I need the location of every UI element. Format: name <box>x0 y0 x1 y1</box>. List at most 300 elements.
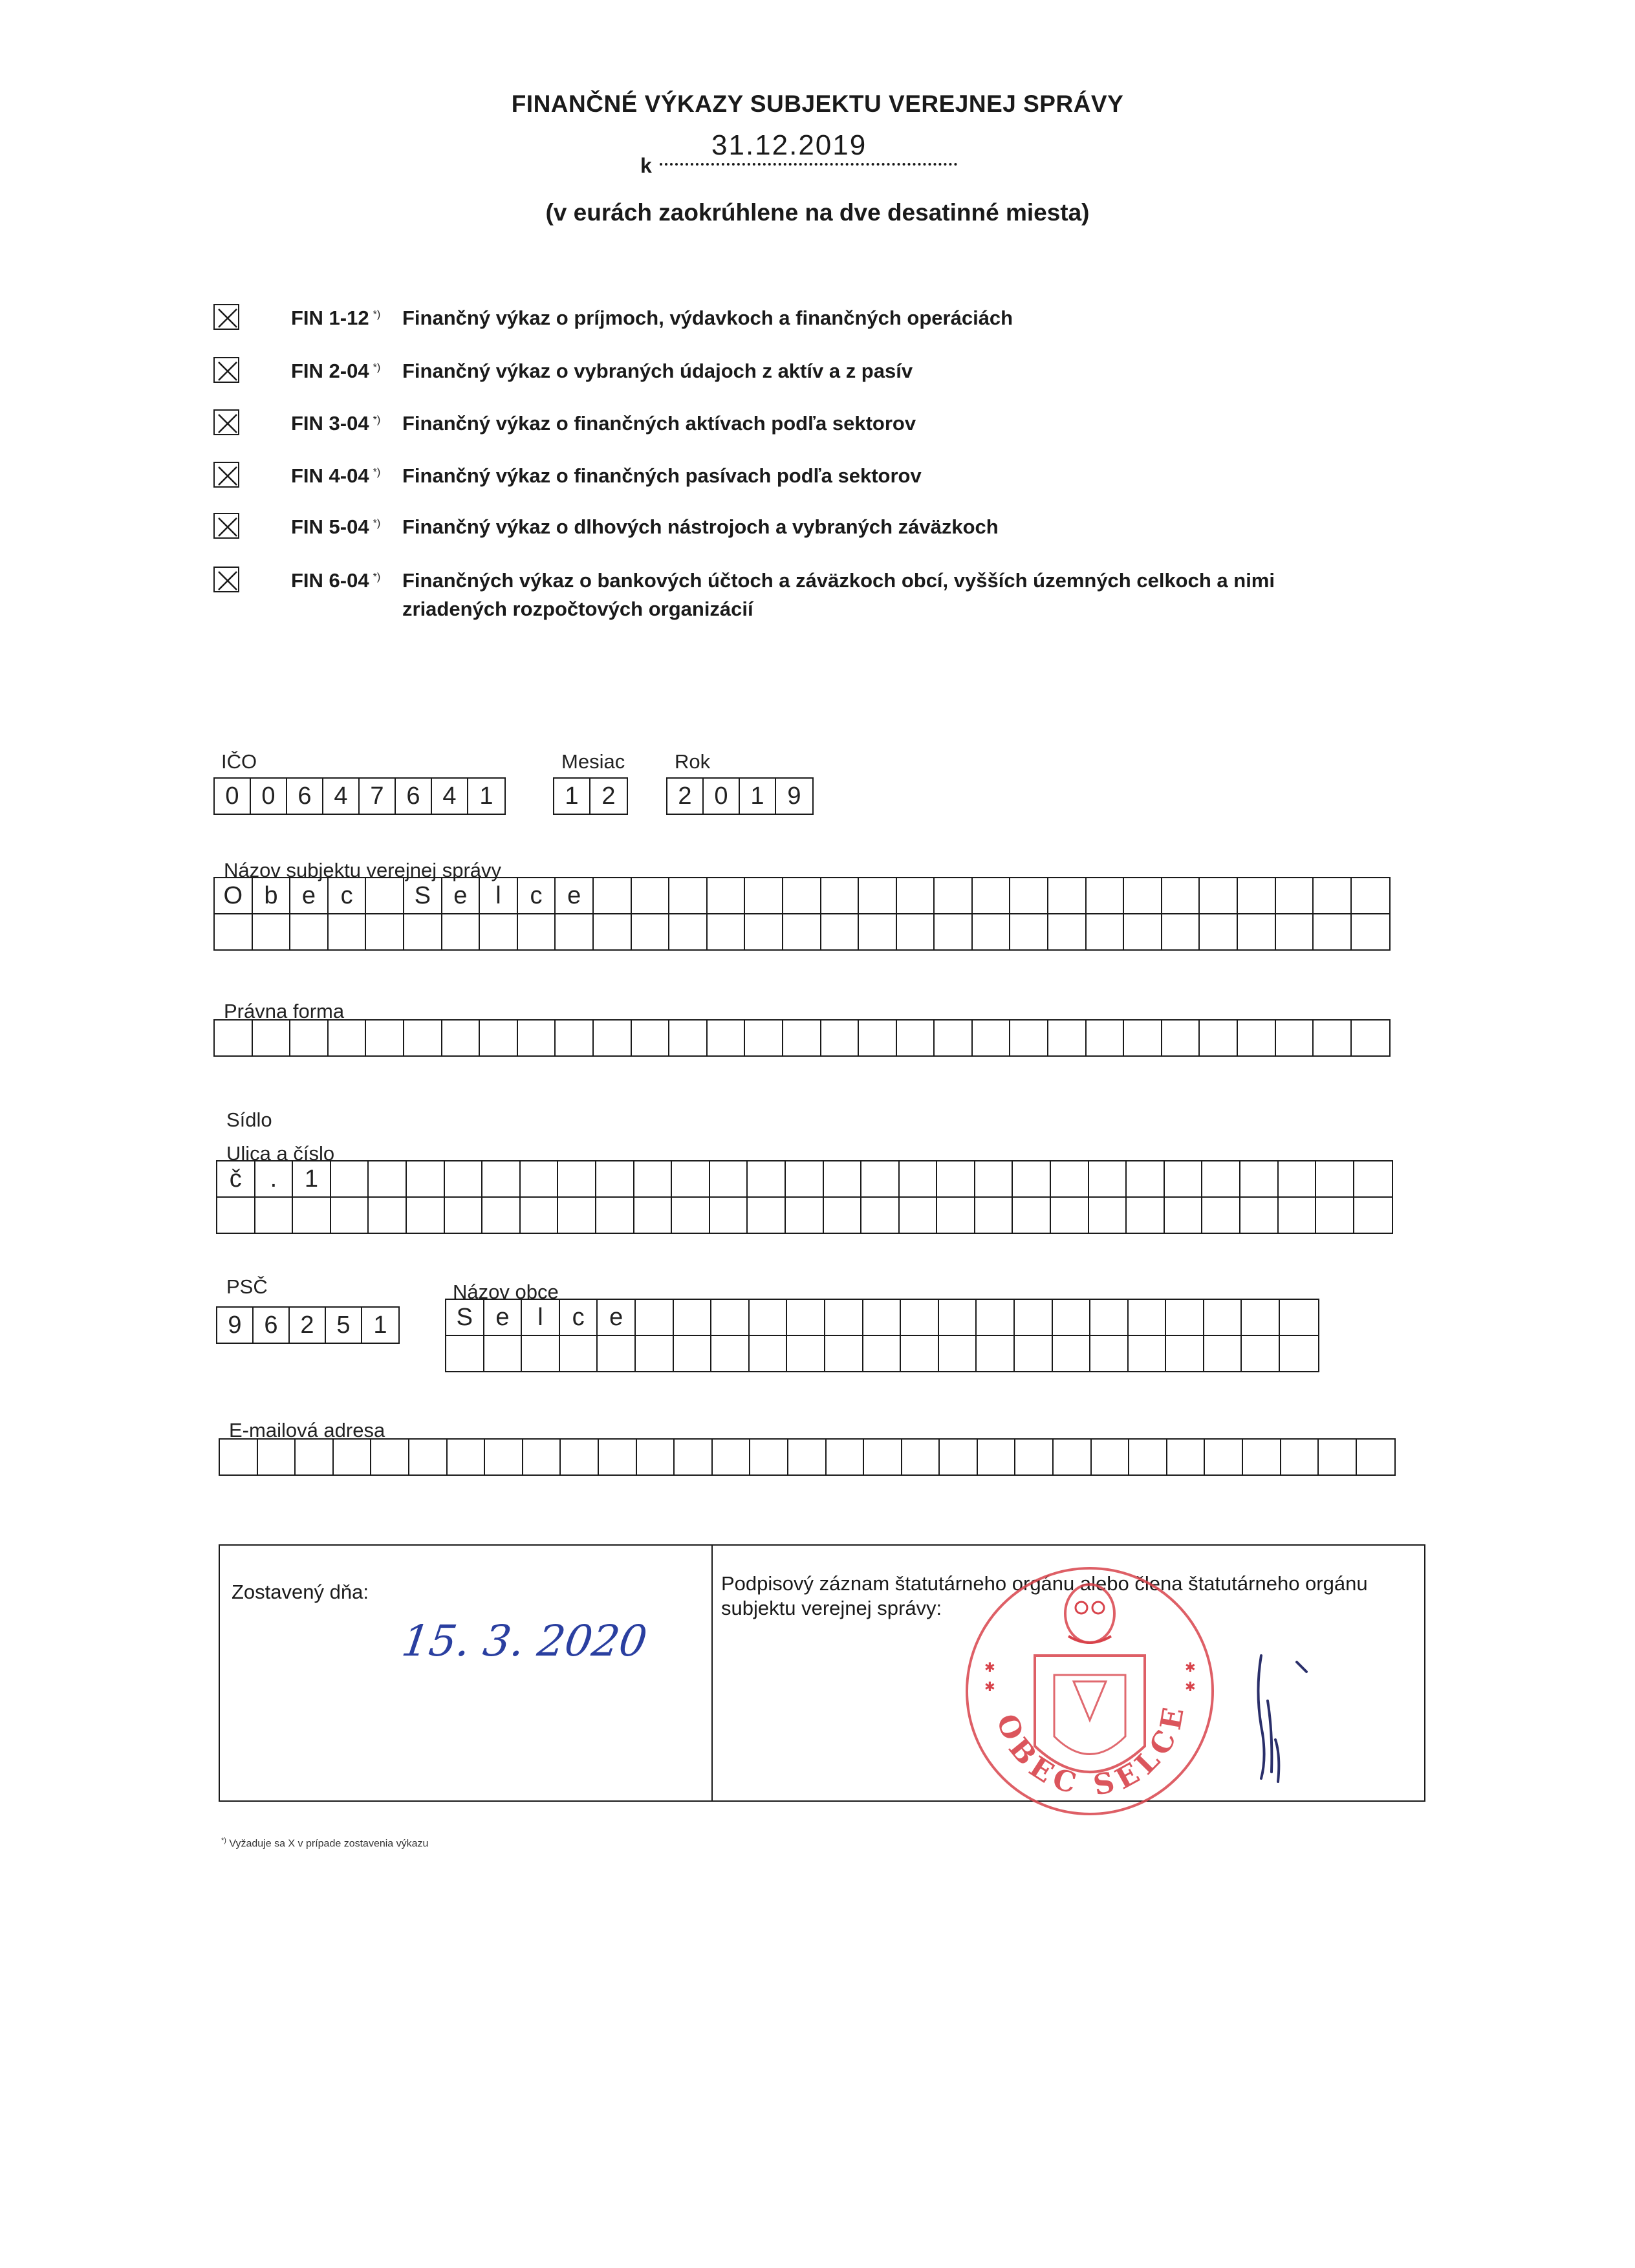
footnote <box>221 1837 428 1850</box>
char-cell[interactable] <box>1240 1198 1279 1233</box>
char-cell[interactable] <box>787 1300 825 1335</box>
char-cell[interactable] <box>750 1440 788 1474</box>
char-cell[interactable]: 0 <box>704 779 740 814</box>
char-cell[interactable] <box>1357 1440 1395 1474</box>
char-cell[interactable] <box>710 1198 748 1233</box>
char-cell[interactable] <box>973 1021 1011 1055</box>
char-cell[interactable] <box>1202 1161 1240 1196</box>
char-cell[interactable] <box>1200 1021 1238 1055</box>
char-cell[interactable] <box>485 1440 523 1474</box>
char-cell[interactable] <box>977 1336 1015 1371</box>
char-cell[interactable]: . <box>255 1161 294 1196</box>
char-cell[interactable] <box>1276 878 1314 913</box>
char-cell[interactable] <box>783 1021 821 1055</box>
char-cell[interactable] <box>594 878 632 913</box>
char-cell[interactable] <box>636 1336 674 1371</box>
char-cell[interactable] <box>409 1440 448 1474</box>
char-cell[interactable] <box>404 914 442 949</box>
char-cell[interactable] <box>1202 1198 1240 1233</box>
char-cell[interactable] <box>484 1336 523 1371</box>
rok-field[interactable] <box>666 777 814 815</box>
char-cell[interactable] <box>975 1198 1013 1233</box>
char-cell[interactable] <box>599 1440 637 1474</box>
char-cell[interactable] <box>366 1021 404 1055</box>
char-cell[interactable] <box>598 1336 636 1371</box>
report-checkbox[interactable] <box>213 567 239 592</box>
char-cell[interactable]: 6 <box>254 1308 290 1343</box>
char-cell[interactable] <box>296 1440 334 1474</box>
char-cell[interactable] <box>446 1336 484 1371</box>
char-cell[interactable] <box>1051 1161 1089 1196</box>
char-cell[interactable] <box>334 1440 372 1474</box>
char-cell[interactable] <box>897 878 935 913</box>
char-cell[interactable] <box>1053 1336 1091 1371</box>
char-cell[interactable] <box>594 914 632 949</box>
char-cell[interactable] <box>1314 1021 1352 1055</box>
char-cell[interactable]: 0 <box>251 779 287 814</box>
char-cell[interactable] <box>293 1198 331 1233</box>
char-cell[interactable] <box>713 1440 751 1474</box>
char-cell[interactable] <box>636 1300 674 1335</box>
char-cell[interactable]: 5 <box>326 1308 362 1343</box>
char-cell[interactable]: 1 <box>740 779 776 814</box>
rok-label: Rok <box>675 750 711 773</box>
char-cell[interactable]: S <box>446 1300 484 1335</box>
char-cell[interactable] <box>1089 1198 1127 1233</box>
char-cell[interactable] <box>1087 878 1125 913</box>
char-cell[interactable] <box>937 1161 975 1196</box>
obec-field[interactable] <box>445 1299 1319 1372</box>
char-cell[interactable]: 6 <box>396 779 432 814</box>
char-cell[interactable] <box>556 1021 594 1055</box>
char-cell[interactable]: c <box>329 878 367 913</box>
char-cell[interactable] <box>1124 878 1162 913</box>
nazov-field[interactable] <box>213 877 1391 951</box>
char-cell[interactable] <box>1352 914 1390 949</box>
char-cell[interactable]: c <box>560 1300 598 1335</box>
report-checkbox[interactable] <box>213 462 239 488</box>
char-cell[interactable] <box>939 1336 977 1371</box>
char-cell[interactable] <box>560 1336 598 1371</box>
char-cell[interactable] <box>900 1198 938 1233</box>
char-cell[interactable] <box>827 1440 865 1474</box>
char-cell[interactable] <box>1015 1336 1053 1371</box>
char-cell[interactable] <box>935 1021 973 1055</box>
char-cell[interactable] <box>821 878 860 913</box>
char-cell[interactable] <box>329 1021 367 1055</box>
char-cell[interactable] <box>253 1021 291 1055</box>
char-cell[interactable] <box>672 1198 710 1233</box>
char-cell[interactable] <box>748 1198 786 1233</box>
stamp-owl <box>1065 1584 1114 1643</box>
char-cell[interactable] <box>939 1300 977 1335</box>
char-cell[interactable] <box>783 878 821 913</box>
char-cell[interactable] <box>901 1300 939 1335</box>
pravna-forma-label: Právna forma <box>224 1000 345 1022</box>
char-cell[interactable] <box>1276 914 1314 949</box>
char-cell[interactable] <box>1165 1198 1203 1233</box>
official-stamp <box>951 1552 1229 1830</box>
char-cell[interactable]: 4 <box>323 779 360 814</box>
char-cell[interactable] <box>859 914 897 949</box>
char-cell[interactable]: b <box>253 878 291 913</box>
char-cell[interactable] <box>1280 1336 1318 1371</box>
char-cell[interactable] <box>1238 1021 1276 1055</box>
handwritten-signature <box>1235 1643 1326 1791</box>
char-cell[interactable] <box>366 914 404 949</box>
char-cell[interactable] <box>1129 1336 1167 1371</box>
char-cell[interactable] <box>1129 1440 1167 1474</box>
char-cell[interactable] <box>1354 1198 1392 1233</box>
char-cell[interactable] <box>1162 1021 1200 1055</box>
date-dotted-line <box>660 163 957 166</box>
svg-text:✱: ✱ <box>984 1680 995 1694</box>
char-cell[interactable] <box>824 1198 862 1233</box>
char-cell[interactable] <box>482 1161 521 1196</box>
char-cell[interactable]: 1 <box>554 779 590 814</box>
char-cell[interactable] <box>786 1198 824 1233</box>
char-cell[interactable] <box>1204 1300 1242 1335</box>
char-cell[interactable] <box>518 914 556 949</box>
report-row <box>213 304 1378 332</box>
char-cell[interactable] <box>708 878 746 913</box>
char-cell[interactable] <box>902 1440 940 1474</box>
char-cell[interactable] <box>448 1440 486 1474</box>
char-cell[interactable] <box>937 1198 975 1233</box>
char-cell[interactable]: 9 <box>787 783 801 810</box>
char-cell[interactable] <box>1127 1161 1165 1196</box>
char-cell[interactable]: 7 <box>360 779 396 814</box>
char-cell[interactable] <box>290 1021 329 1055</box>
x-mark-icon <box>215 411 241 437</box>
ico-label: IČO <box>221 750 257 773</box>
char-cell[interactable] <box>825 1336 863 1371</box>
char-cell[interactable] <box>1279 1161 1317 1196</box>
char-cell[interactable] <box>750 1300 788 1335</box>
char-cell[interactable] <box>404 1021 442 1055</box>
char-cell[interactable] <box>821 1021 860 1055</box>
char-cell[interactable] <box>783 914 821 949</box>
report-date <box>640 129 964 181</box>
report-checkbox[interactable] <box>213 513 239 539</box>
char-cell[interactable] <box>445 1198 483 1233</box>
char-cell[interactable] <box>1242 1336 1280 1371</box>
page-subtitle: (v eurách zaokrúhlene na dve desatinné miesta) <box>545 199 1090 226</box>
char-cell[interactable] <box>521 1198 559 1233</box>
char-cell[interactable] <box>745 914 783 949</box>
char-cell[interactable] <box>859 878 897 913</box>
char-cell[interactable] <box>708 1021 746 1055</box>
obec-label: Názov obce <box>453 1280 559 1303</box>
char-cell[interactable] <box>1316 1161 1354 1196</box>
char-cell[interactable] <box>632 1021 670 1055</box>
char-cell[interactable] <box>637 1440 675 1474</box>
char-cell[interactable]: l <box>480 878 518 913</box>
char-cell[interactable] <box>861 1198 900 1233</box>
char-cell[interactable] <box>442 914 481 949</box>
char-cell[interactable] <box>1013 1161 1051 1196</box>
report-code: FIN 1-12 *) <box>291 307 381 329</box>
char-cell[interactable] <box>1354 1161 1392 1196</box>
char-cell[interactable] <box>480 914 518 949</box>
char-cell[interactable] <box>1162 878 1200 913</box>
char-cell[interactable] <box>787 1336 825 1371</box>
char-cell[interactable] <box>1162 914 1200 949</box>
char-cell[interactable] <box>518 1021 556 1055</box>
char-cell[interactable] <box>1200 914 1238 949</box>
char-cell[interactable]: e <box>598 1300 636 1335</box>
char-cell[interactable]: e <box>556 878 594 913</box>
char-cell[interactable] <box>935 878 973 913</box>
char-cell[interactable] <box>482 1198 521 1233</box>
char-cell[interactable] <box>672 1161 710 1196</box>
char-cell[interactable] <box>1048 1021 1087 1055</box>
report-code: FIN 5-04 *) <box>291 515 381 538</box>
char-cell[interactable] <box>1013 1198 1051 1233</box>
char-cell[interactable] <box>669 914 708 949</box>
char-cell[interactable] <box>558 1198 596 1233</box>
compiled-date-handwritten <box>401 1604 660 1685</box>
char-cell[interactable] <box>522 1336 560 1371</box>
char-cell[interactable] <box>634 1198 673 1233</box>
char-cell[interactable] <box>973 914 1011 949</box>
char-cell[interactable] <box>258 1440 296 1474</box>
char-cell[interactable] <box>900 1161 938 1196</box>
char-cell[interactable]: e <box>442 878 481 913</box>
char-cell[interactable] <box>1010 1021 1048 1055</box>
char-cell[interactable] <box>1010 914 1048 949</box>
char-cell[interactable] <box>935 914 973 949</box>
char-cell[interactable] <box>1316 1198 1354 1233</box>
grid-row <box>215 913 1389 949</box>
char-cell[interactable] <box>821 914 860 949</box>
char-cell[interactable]: č <box>217 1161 255 1196</box>
char-cell[interactable] <box>940 1440 978 1474</box>
char-cell[interactable]: 9 <box>217 1308 254 1343</box>
char-cell[interactable] <box>1319 1440 1357 1474</box>
char-cell[interactable] <box>1281 1440 1319 1474</box>
char-cell[interactable] <box>1205 1440 1243 1474</box>
char-cell[interactable] <box>861 1161 900 1196</box>
char-cell[interactable] <box>521 1161 559 1196</box>
char-cell[interactable] <box>1280 1300 1318 1335</box>
char-cell[interactable] <box>1090 1336 1129 1371</box>
char-cell[interactable]: l <box>522 1300 560 1335</box>
report-code-mark: *) <box>373 571 381 583</box>
char-cell[interactable] <box>669 878 708 913</box>
char-cell[interactable] <box>366 878 404 913</box>
ulica-label: Ulica a číslo <box>226 1142 335 1165</box>
char-cell[interactable] <box>329 914 367 949</box>
report-row <box>213 409 1378 438</box>
char-cell[interactable]: 1 <box>373 1312 387 1339</box>
char-cell[interactable] <box>1242 1300 1280 1335</box>
char-cell[interactable] <box>710 1161 748 1196</box>
char-cell[interactable] <box>594 1021 632 1055</box>
char-cell[interactable]: 2 <box>601 783 616 810</box>
char-cell[interactable] <box>1240 1161 1279 1196</box>
char-cell[interactable] <box>864 1440 902 1474</box>
char-cell[interactable]: 0 <box>215 779 251 814</box>
char-cell[interactable] <box>1314 914 1352 949</box>
char-cell[interactable] <box>596 1161 634 1196</box>
char-cell[interactable] <box>750 1336 788 1371</box>
char-cell[interactable] <box>977 1300 1015 1335</box>
char-cell[interactable] <box>634 1161 673 1196</box>
char-cell[interactable] <box>215 914 253 949</box>
char-cell[interactable] <box>897 1021 935 1055</box>
grid-row <box>217 1196 1392 1233</box>
report-code-mark: *) <box>373 517 381 529</box>
char-cell[interactable] <box>674 1336 712 1371</box>
char-cell[interactable] <box>290 914 329 949</box>
char-cell[interactable] <box>1089 1161 1127 1196</box>
char-cell[interactable] <box>369 1161 407 1196</box>
char-cell[interactable] <box>558 1161 596 1196</box>
char-cell[interactable] <box>1243 1440 1281 1474</box>
char-cell[interactable] <box>1238 914 1276 949</box>
char-cell[interactable] <box>1010 878 1048 913</box>
char-cell[interactable] <box>1129 1300 1167 1335</box>
char-cell[interactable] <box>1279 1198 1317 1233</box>
char-cell[interactable]: e <box>290 878 329 913</box>
char-cell[interactable]: 2 <box>667 779 704 814</box>
char-cell[interactable] <box>708 914 746 949</box>
char-cell[interactable] <box>480 1021 518 1055</box>
report-description: Finančný výkaz o dlhových nástrojoch a vybraných záväzkoch <box>402 515 999 538</box>
char-cell[interactable] <box>561 1440 599 1474</box>
char-cell[interactable] <box>371 1440 409 1474</box>
char-cell[interactable] <box>253 914 291 949</box>
char-cell[interactable] <box>331 1161 369 1196</box>
char-cell[interactable] <box>675 1440 713 1474</box>
char-cell[interactable] <box>711 1300 750 1335</box>
page-title: FINANČNÉ VÝKAZY SUBJEKTU VEREJNEJ SPRÁVY <box>511 91 1124 117</box>
char-cell[interactable]: O <box>215 878 253 913</box>
report-code-mark: *) <box>373 308 381 320</box>
char-cell[interactable] <box>255 1198 294 1233</box>
char-cell[interactable] <box>596 1198 634 1233</box>
report-checkbox[interactable] <box>213 409 239 435</box>
char-cell[interactable] <box>901 1336 939 1371</box>
report-checkbox[interactable] <box>213 304 239 330</box>
report-code: FIN 2-04 *) <box>291 360 381 382</box>
char-cell[interactable]: S <box>404 878 442 913</box>
grid-row <box>217 1161 1392 1196</box>
email-label: E-mailová adresa <box>229 1419 385 1442</box>
char-cell[interactable] <box>1167 1440 1206 1474</box>
char-cell[interactable] <box>973 878 1011 913</box>
char-cell[interactable] <box>407 1198 445 1233</box>
report-row <box>213 462 1378 490</box>
char-cell[interactable] <box>863 1336 902 1371</box>
char-cell[interactable] <box>1092 1440 1130 1474</box>
char-cell[interactable] <box>1015 1300 1053 1335</box>
char-cell[interactable] <box>1314 878 1352 913</box>
psc-field[interactable] <box>216 1306 400 1344</box>
char-cell[interactable] <box>1127 1198 1165 1233</box>
char-cell[interactable] <box>632 914 670 949</box>
char-cell[interactable] <box>748 1161 786 1196</box>
char-cell[interactable] <box>1054 1440 1092 1474</box>
char-cell[interactable] <box>220 1440 258 1474</box>
char-cell[interactable]: 6 <box>287 779 323 814</box>
email-field[interactable] <box>219 1438 1396 1476</box>
char-cell[interactable] <box>1166 1336 1204 1371</box>
char-cell[interactable] <box>674 1300 712 1335</box>
char-cell[interactable] <box>1165 1161 1203 1196</box>
char-cell[interactable] <box>523 1440 561 1474</box>
char-cell[interactable] <box>859 1021 897 1055</box>
char-cell[interactable]: e <box>484 1300 523 1335</box>
mesiac-label: Mesiac <box>561 750 625 773</box>
char-cell[interactable] <box>1015 1440 1054 1474</box>
char-cell[interactable] <box>975 1161 1013 1196</box>
char-cell[interactable] <box>445 1161 483 1196</box>
char-cell[interactable] <box>788 1440 827 1474</box>
char-cell[interactable] <box>442 1021 481 1055</box>
char-cell[interactable] <box>1090 1300 1129 1335</box>
char-cell[interactable] <box>669 1021 708 1055</box>
char-cell[interactable] <box>897 914 935 949</box>
report-code-mark: *) <box>373 466 381 478</box>
char-cell[interactable] <box>1087 1021 1125 1055</box>
char-cell[interactable] <box>1087 914 1125 949</box>
char-cell[interactable]: 2 <box>290 1308 326 1343</box>
char-cell[interactable] <box>824 1161 862 1196</box>
ulica-field[interactable] <box>216 1160 1393 1234</box>
char-cell[interactable] <box>711 1336 750 1371</box>
pravna-forma-field[interactable] <box>213 1019 1391 1057</box>
char-cell[interactable] <box>1048 878 1087 913</box>
char-cell[interactable] <box>556 914 594 949</box>
char-cell[interactable]: 1 <box>479 783 493 810</box>
char-cell[interactable] <box>1053 1300 1091 1335</box>
char-cell[interactable] <box>215 1021 253 1055</box>
char-cell[interactable] <box>632 878 670 913</box>
char-cell[interactable] <box>1238 878 1276 913</box>
char-cell[interactable] <box>1204 1336 1242 1371</box>
char-cell[interactable] <box>978 1440 1016 1474</box>
char-cell[interactable] <box>745 1021 783 1055</box>
char-cell[interactable] <box>331 1198 369 1233</box>
char-cell[interactable]: 4 <box>432 779 468 814</box>
char-cell[interactable] <box>745 878 783 913</box>
mesiac-field[interactable] <box>553 777 628 815</box>
report-row <box>213 513 1378 541</box>
char-cell[interactable] <box>1048 914 1087 949</box>
char-cell[interactable] <box>1200 878 1238 913</box>
char-cell[interactable] <box>863 1300 902 1335</box>
char-cell[interactable]: c <box>518 878 556 913</box>
char-cell[interactable] <box>1352 1021 1390 1055</box>
char-cell[interactable] <box>1352 878 1390 913</box>
char-cell[interactable] <box>369 1198 407 1233</box>
report-checkbox[interactable] <box>213 357 239 383</box>
char-cell[interactable] <box>1166 1300 1204 1335</box>
char-cell[interactable] <box>217 1198 255 1233</box>
char-cell[interactable] <box>407 1161 445 1196</box>
char-cell[interactable] <box>825 1300 863 1335</box>
char-cell[interactable] <box>1276 1021 1314 1055</box>
char-cell[interactable]: 1 <box>293 1161 331 1196</box>
char-cell[interactable] <box>1051 1198 1089 1233</box>
char-cell[interactable] <box>1124 1021 1162 1055</box>
char-cell[interactable] <box>786 1161 824 1196</box>
x-mark-icon <box>215 358 241 384</box>
char-cell[interactable] <box>1124 914 1162 949</box>
ico-field[interactable] <box>213 777 506 815</box>
